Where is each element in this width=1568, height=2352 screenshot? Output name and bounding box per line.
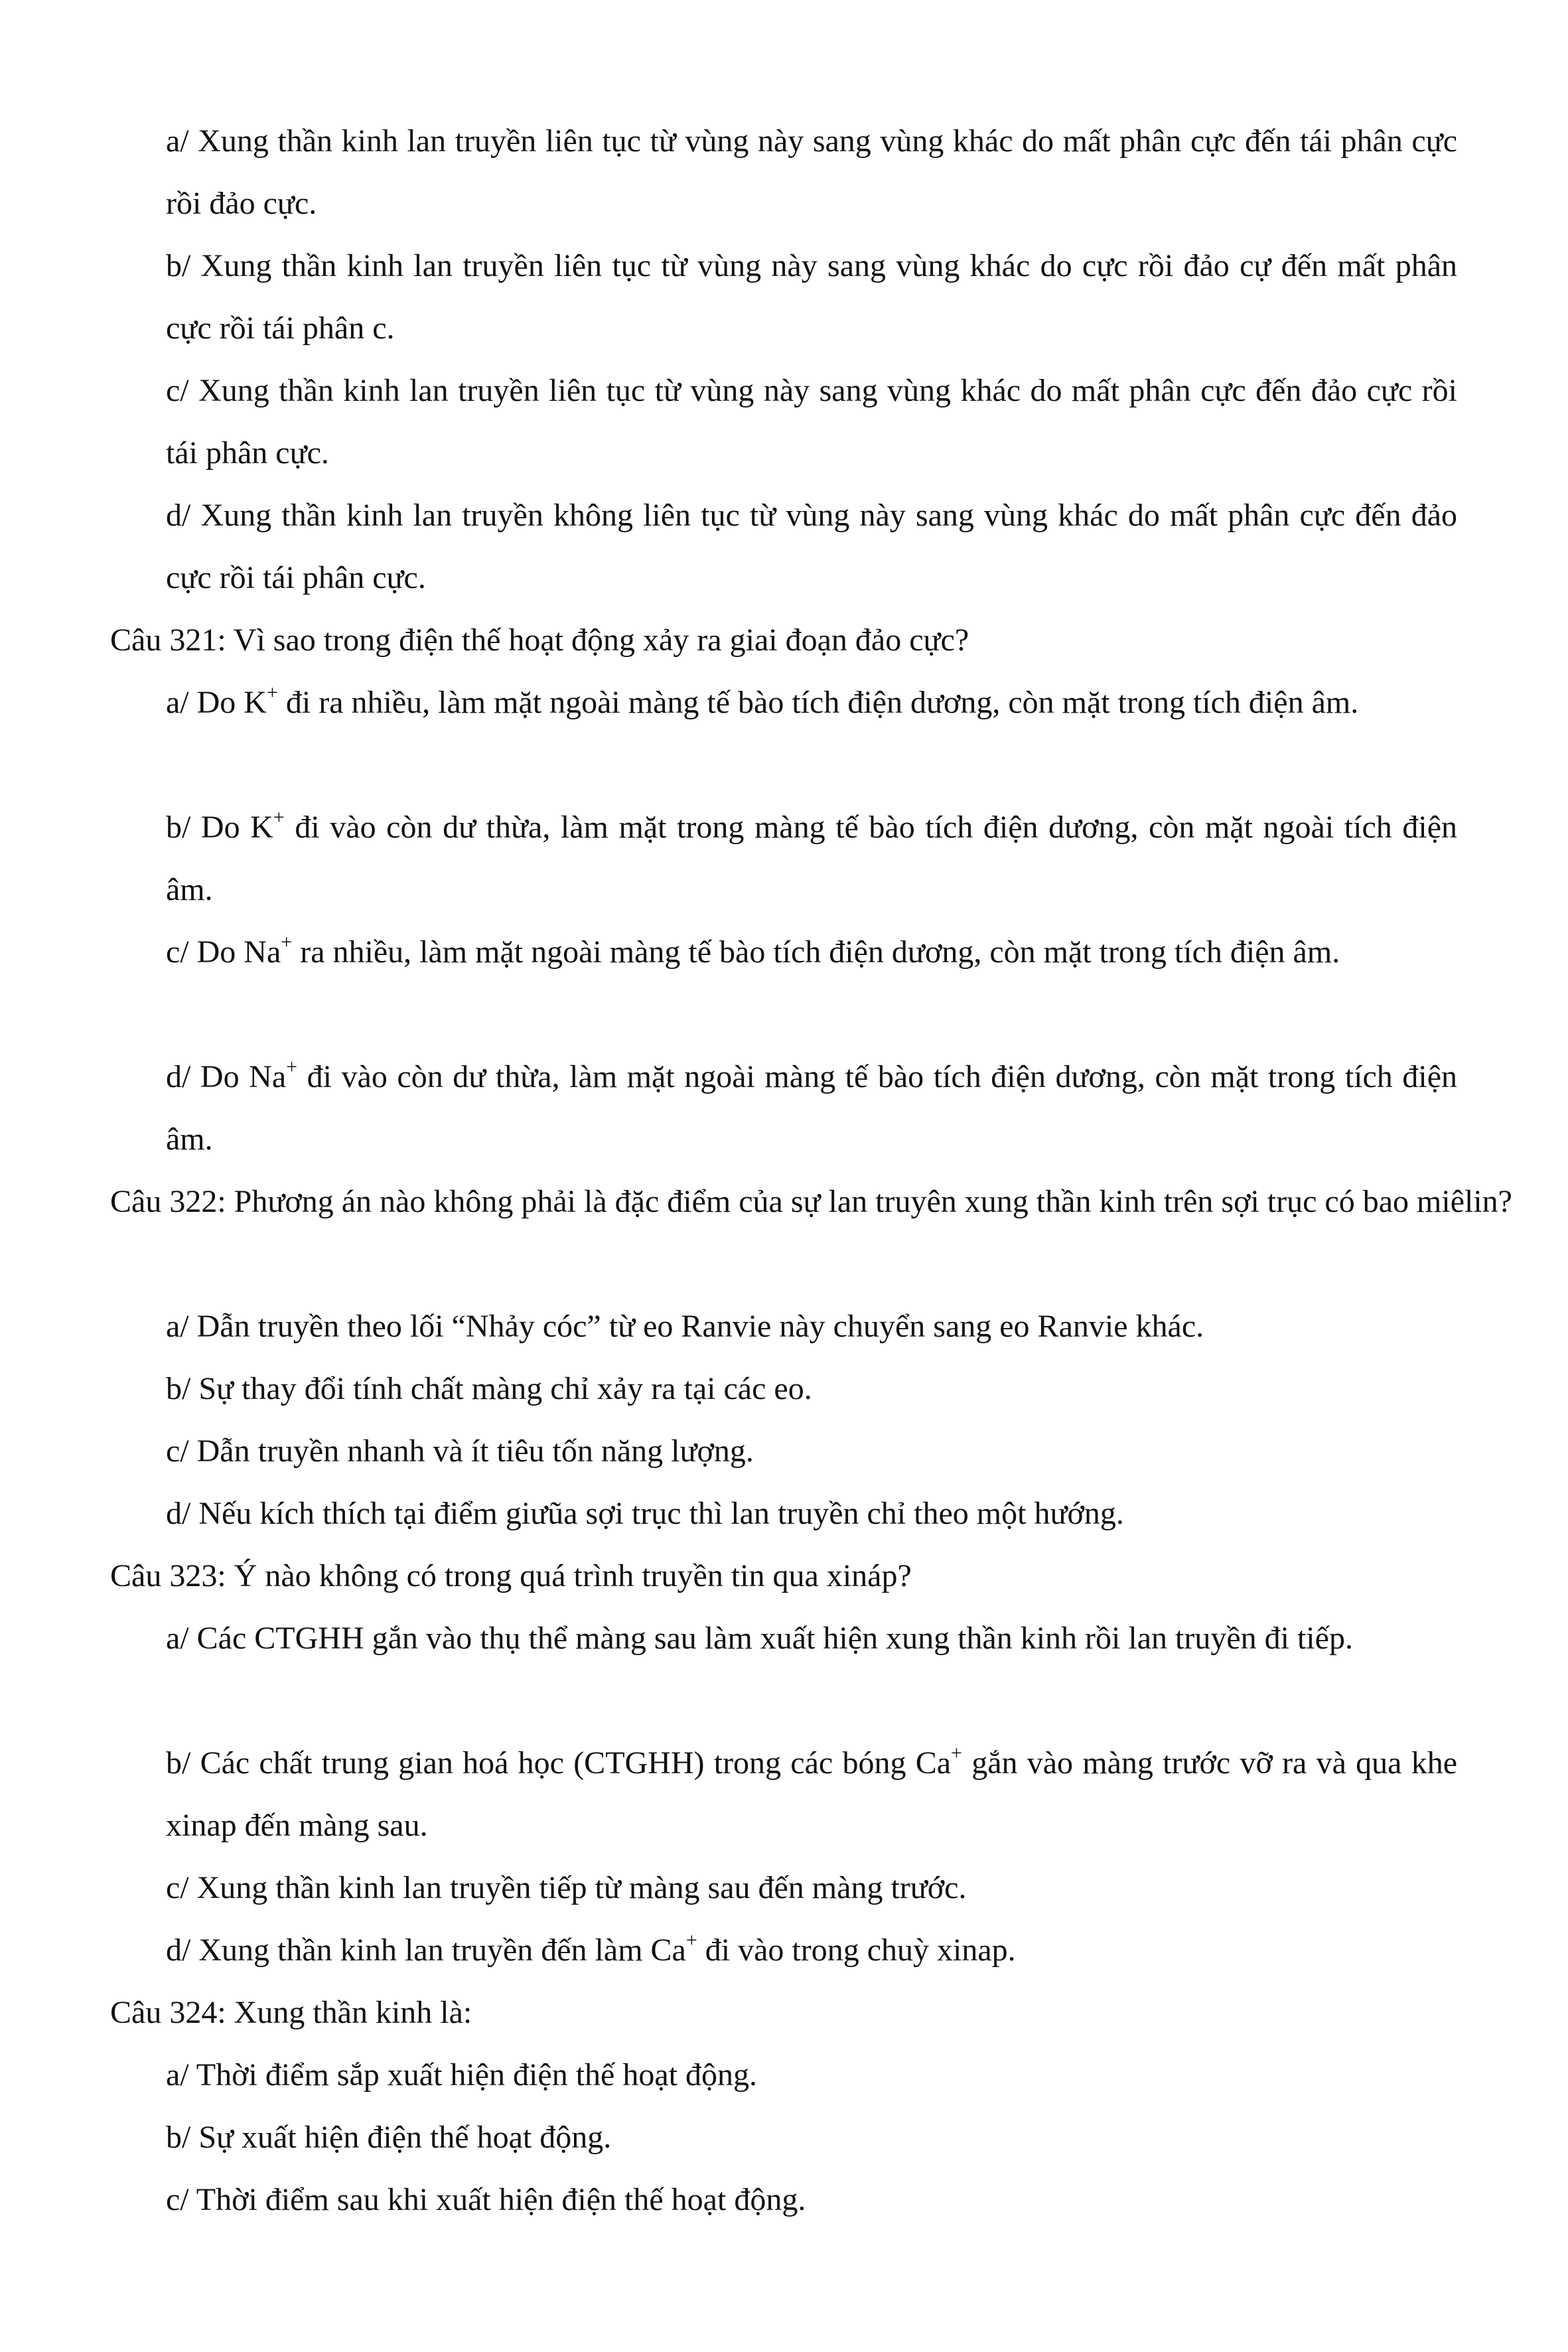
question-322-stem: Câu 322: Phương án nào không phải là đặc điểm của sự lan truyên xung thần kinh trên sợi trục có bao miêlin?	[110, 1184, 1512, 1219]
question-324-option-a: a/ Thời điểm sắp xuất hiện điện thế hoạt động.	[166, 2057, 757, 2093]
superscript: +	[266, 682, 278, 703]
superscript: +	[281, 931, 293, 953]
option-text: d/ Do Na	[166, 1059, 287, 1094]
question-324-stem: Câu 324: Xung thần kinh là:	[110, 1995, 472, 2030]
option-text: đi vào còn dư thừa, làm mặt trong màng tế bào tích điện dương, còn mặt ngoài tích điện âm.	[166, 810, 1457, 907]
question-322-option-c: c/ Dẫn truyền nhanh và ít tiêu tốn năng lượng.	[166, 1433, 754, 1469]
question-321-option-a	[166, 672, 1457, 734]
question-322-option-a: a/ Dẫn truyền theo lối “Nhảy cóc” từ eo Ranvie này chuyển sang eo Ranvie khác.	[166, 1309, 1204, 1344]
question-324-option-c: c/ Thời điểm sau khi xuất hiện điện thế hoạt động.	[166, 2182, 806, 2217]
option-text: gắn vào màng trước vỡ ra và qua khe xinap đến màng sau.	[166, 1745, 1458, 1843]
superscript: +	[951, 1742, 962, 1764]
question-321-option-c	[166, 921, 1457, 984]
option-text: đi ra nhiều, làm mặt ngoài màng tế bào tích điện dương, còn mặt trong tích điện âm.	[277, 685, 1359, 720]
option-text: b/ Các chất trung gian hoá học (CTGHH) trong các bóng Ca	[166, 1745, 952, 1781]
question-324-option-b: b/ Sự xuất hiện điện thế hoạt động.	[166, 2120, 612, 2155]
option-text: b/ Do K	[166, 810, 273, 845]
option-text: c/ Do Na	[166, 934, 281, 970]
question-323-option-a: a/ Các CTGHH gắn vào thụ thể màng sau làm xuất hiện xung thần kinh rồi lan truyền đi tiếp.	[166, 1621, 1353, 1656]
question-321-option-d	[166, 1046, 1457, 1171]
option-text: d/ Xung thần kinh lan truyền đến làm Ca	[166, 1933, 686, 1968]
option-text: a/ Do K	[166, 685, 267, 720]
question-323-option-b	[166, 1732, 1457, 1857]
question-322-option-b: b/ Sự thay đổi tính chất màng chỉ xảy ra tại các eo.	[166, 1371, 812, 1406]
question-321-option-b	[166, 796, 1457, 921]
prev-option-d: d/ Xung thần kinh lan truyền không liên tục từ vùng này sang vùng khác do mất phân cực đến đảo cực rồi tái phân cực.	[166, 498, 1457, 595]
superscript: +	[685, 1929, 697, 1951]
option-text: đi vào trong chuỳ xinap.	[697, 1933, 1016, 1968]
superscript: +	[286, 1056, 298, 1078]
question-323-stem: Câu 323: Ý nào không có trong quá trình truyền tin qua xináp?	[110, 1558, 912, 1593]
superscript: +	[273, 806, 285, 828]
option-text: đi vào còn dư thừa, làm mặt ngoài màng tế bào tích điện dương, còn mặt trong tích điện âm.	[166, 1059, 1458, 1157]
question-322-option-d: d/ Nếu kích thích tại điểm giưũa sợi trục thì lan truyền chỉ theo một hướng.	[166, 1496, 1124, 1531]
question-321-stem: Câu 321: Vì sao trong điện thế hoạt động xảy ra giai đoạn đảo cực?	[110, 623, 969, 658]
option-text: ra nhiều, làm mặt ngoài màng tế bào tích điện dương, còn mặt trong tích điện âm.	[292, 934, 1340, 970]
question-323-option-c: c/ Xung thần kinh lan truyền tiếp từ màng sau đến màng trước.	[166, 1870, 967, 1905]
prev-option-b: b/ Xung thần kinh lan truyền liên tục từ vùng này sang vùng khác do cực rồi đảo cự đến mất phân cực rồi tái phân c.	[166, 248, 1457, 346]
prev-option-a: a/ Xung thần kinh lan truyền liên tục từ vùng này sang vùng khác do mất phân cực đến tái phân cực rồi đảo cực.	[166, 123, 1457, 221]
question-323-option-d	[166, 1919, 1457, 1982]
prev-option-c: c/ Xung thần kinh lan truyền liên tục từ vùng này sang vùng khác do mất phân cực đến đảo cực rồi tái phân cực.	[166, 373, 1457, 471]
